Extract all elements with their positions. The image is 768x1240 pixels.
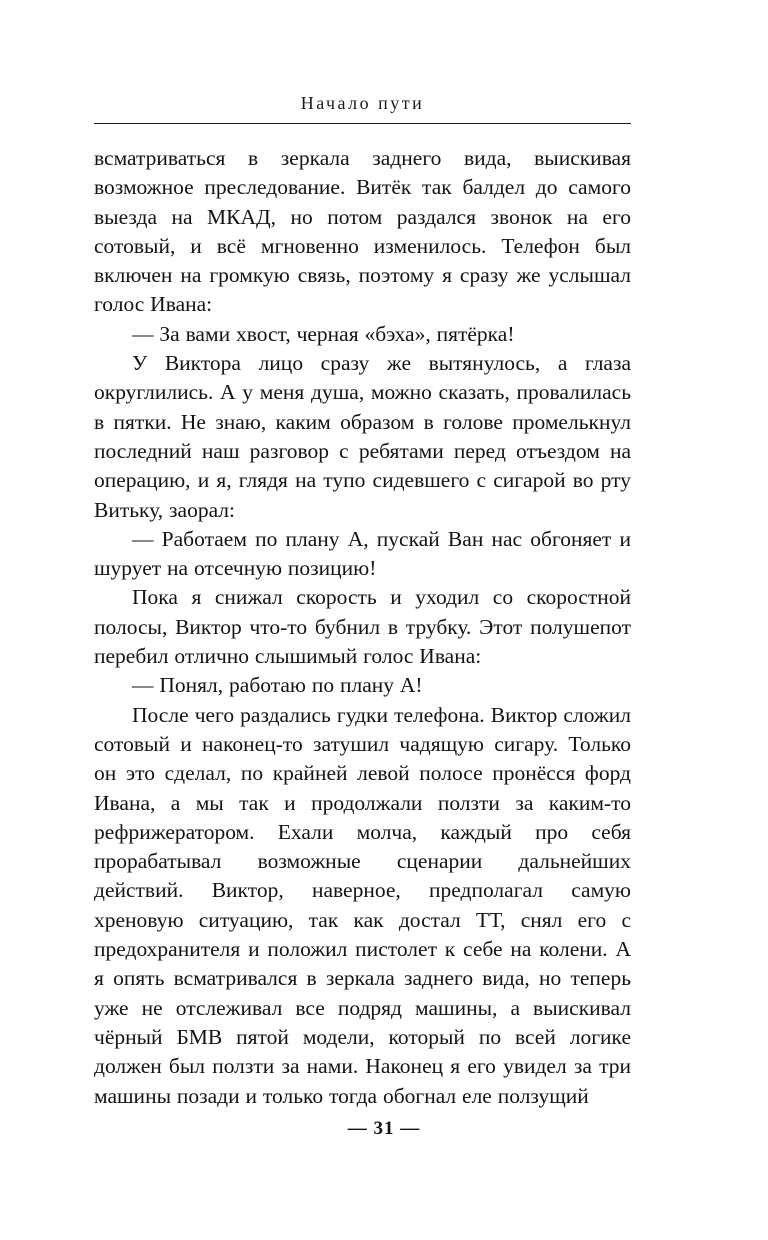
paragraph: У Виктора лицо сразу же вытянулось, а глаза округлились. А у меня душа, можно сказать, провалилась в пятки. Не знаю, каким образом в голове промелькнул последний наш разговор с ребятами перед отъездом на операцию, и я, глядя на тупо сидевшего с сигарой во рту Витьку, заорал: <box>94 351 631 522</box>
page-number: — 31 — <box>347 1118 421 1139</box>
page-header <box>94 93 631 132</box>
chapter-title: Начало пути <box>300 93 425 113</box>
page-footer <box>0 1118 768 1140</box>
paragraph: После чего раздались гудки телефона. Виктор сложил сотовый и наконец-то затушил чадящую сигару. Только он это сделал, по крайней левой полосе пронёсся форд Ивана, а мы так и продолжали ползти за каким-то рефрижератором. Ехали молча, каждый про себя прорабатывал возможные сценарии дальнейших действий. Виктор, наверное, предполагал самую хреновую ситуацию, так как достал ТТ, снял его с предохранителя и положил пистолет к себе на колени. А я опять всматривался в зеркала заднего вида, но теперь уже не отслеживал все подряд машины, а выискивал чёрный БМВ пятой модели, который по всей логике должен был ползти за нами. Наконец я его увидел за три машины позади и только тогда обогнал еле ползущий <box>94 702 631 1108</box>
paragraph: Пока я снижал скорость и уходил со скоростной полосы, Виктор что-то бубнил в трубку. Этот полушепот перебил отлично слышимый голос Ивана: <box>94 585 631 669</box>
paragraph: всматриваться в зеркала заднего вида, выискивая возможное преследование. Витёк так балдел до самого выезда на МКАД, но потом раздался звонок на его сотовый, и всё мгновенно изменилось. Телефон был включен на громкую связь, поэтому я сразу же услышал голос Ивана: <box>94 146 631 317</box>
paragraph-dialogue: — За вами хвост, черная «бэха», пятёрка! <box>132 321 515 346</box>
paragraph-dialogue: — Понял, работаю по плану А! <box>132 673 423 698</box>
header-rule <box>94 123 631 124</box>
body-text <box>94 144 631 1111</box>
paragraph-dialogue: — Работаем по плану А, пускай Ван нас обгоняет и шурует на отсечную позицию! <box>94 526 631 581</box>
